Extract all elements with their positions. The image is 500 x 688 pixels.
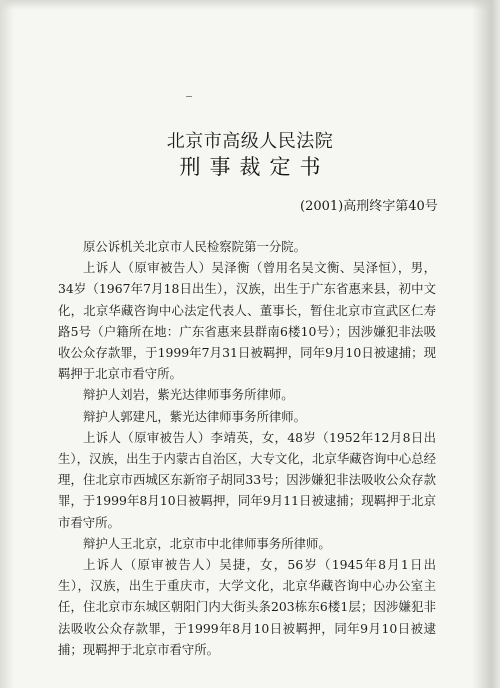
scan-edge-top: [0, 0, 500, 10]
stray-mark: [186, 96, 192, 97]
court-name: 北京市高级人民法院: [166, 131, 334, 152]
scan-edge-right: [472, 0, 500, 688]
paragraph-defender-guo-jianfan: 辩护人郭建凡，紫光达律师事务所律师。: [83, 408, 307, 424]
paragraph-appellant-li-jingying: 上诉人（原审被告人）李靖英，女，48岁（1952年12月8日出生），汉族，出生于内蒙古自治区，大专文化，北京华藏咨询中心总经理，住北京市西城区东新帘子胡同33号；因涉嫌犯非法吸收公众存款罪，于1999年8月10日被羁押，同年9月11日被逮捕；现羁押于北京市看守所。: [58, 429, 436, 530]
document-title: 刑事裁定书: [179, 155, 330, 179]
paragraph-defender-liu-yan: 辩护人刘岩，紫光达律师事务所律师。: [83, 387, 294, 403]
document-body: [58, 236, 436, 660]
paragraph-appellant-wu-jie: 上诉人（原审被告人）吴捷，女，56岁（1945年8月1日出生），汉族，出生于重庆市，大学文化，北京华藏咨询中心办公室主任，住北京市东城区朝阳门内大街头条203栋东6楼1层；因涉嫌犯非法吸收公众存款罪，于1999年8月10日被羁押，同年9月10日被逮捕；现羁押于北京市看守所。: [58, 557, 436, 657]
case-number: (2001)高刑终字第40号: [300, 199, 438, 214]
paragraph-appellant-wu-zeheng: 上诉人（原审被告人）吴泽衡（曾用名吴文衡、吴泽恒），男，34岁（1967年7月18日出生），汉族，出生于广东省惠来县，初中文化，北京华藏咨询中心法定代表人、董事长，暂住北京市宣武区仁寿路5号（户籍所在地：广东省惠来县群南6楼10号）；因涉嫌犯非法吸收公众存款罪，于1999年7月31日被羁押，同年9月10日被逮捕；现羁押于北京市看守所。: [58, 260, 436, 382]
paragraph-prosecutor: 原公诉机关北京市人民检察院第一分院。: [83, 239, 307, 254]
scan-edge-left: [0, 0, 14, 688]
paragraph-defender-wang-beijing: 辩护人王北京，北京市中北律师事务所律师。: [83, 535, 331, 551]
